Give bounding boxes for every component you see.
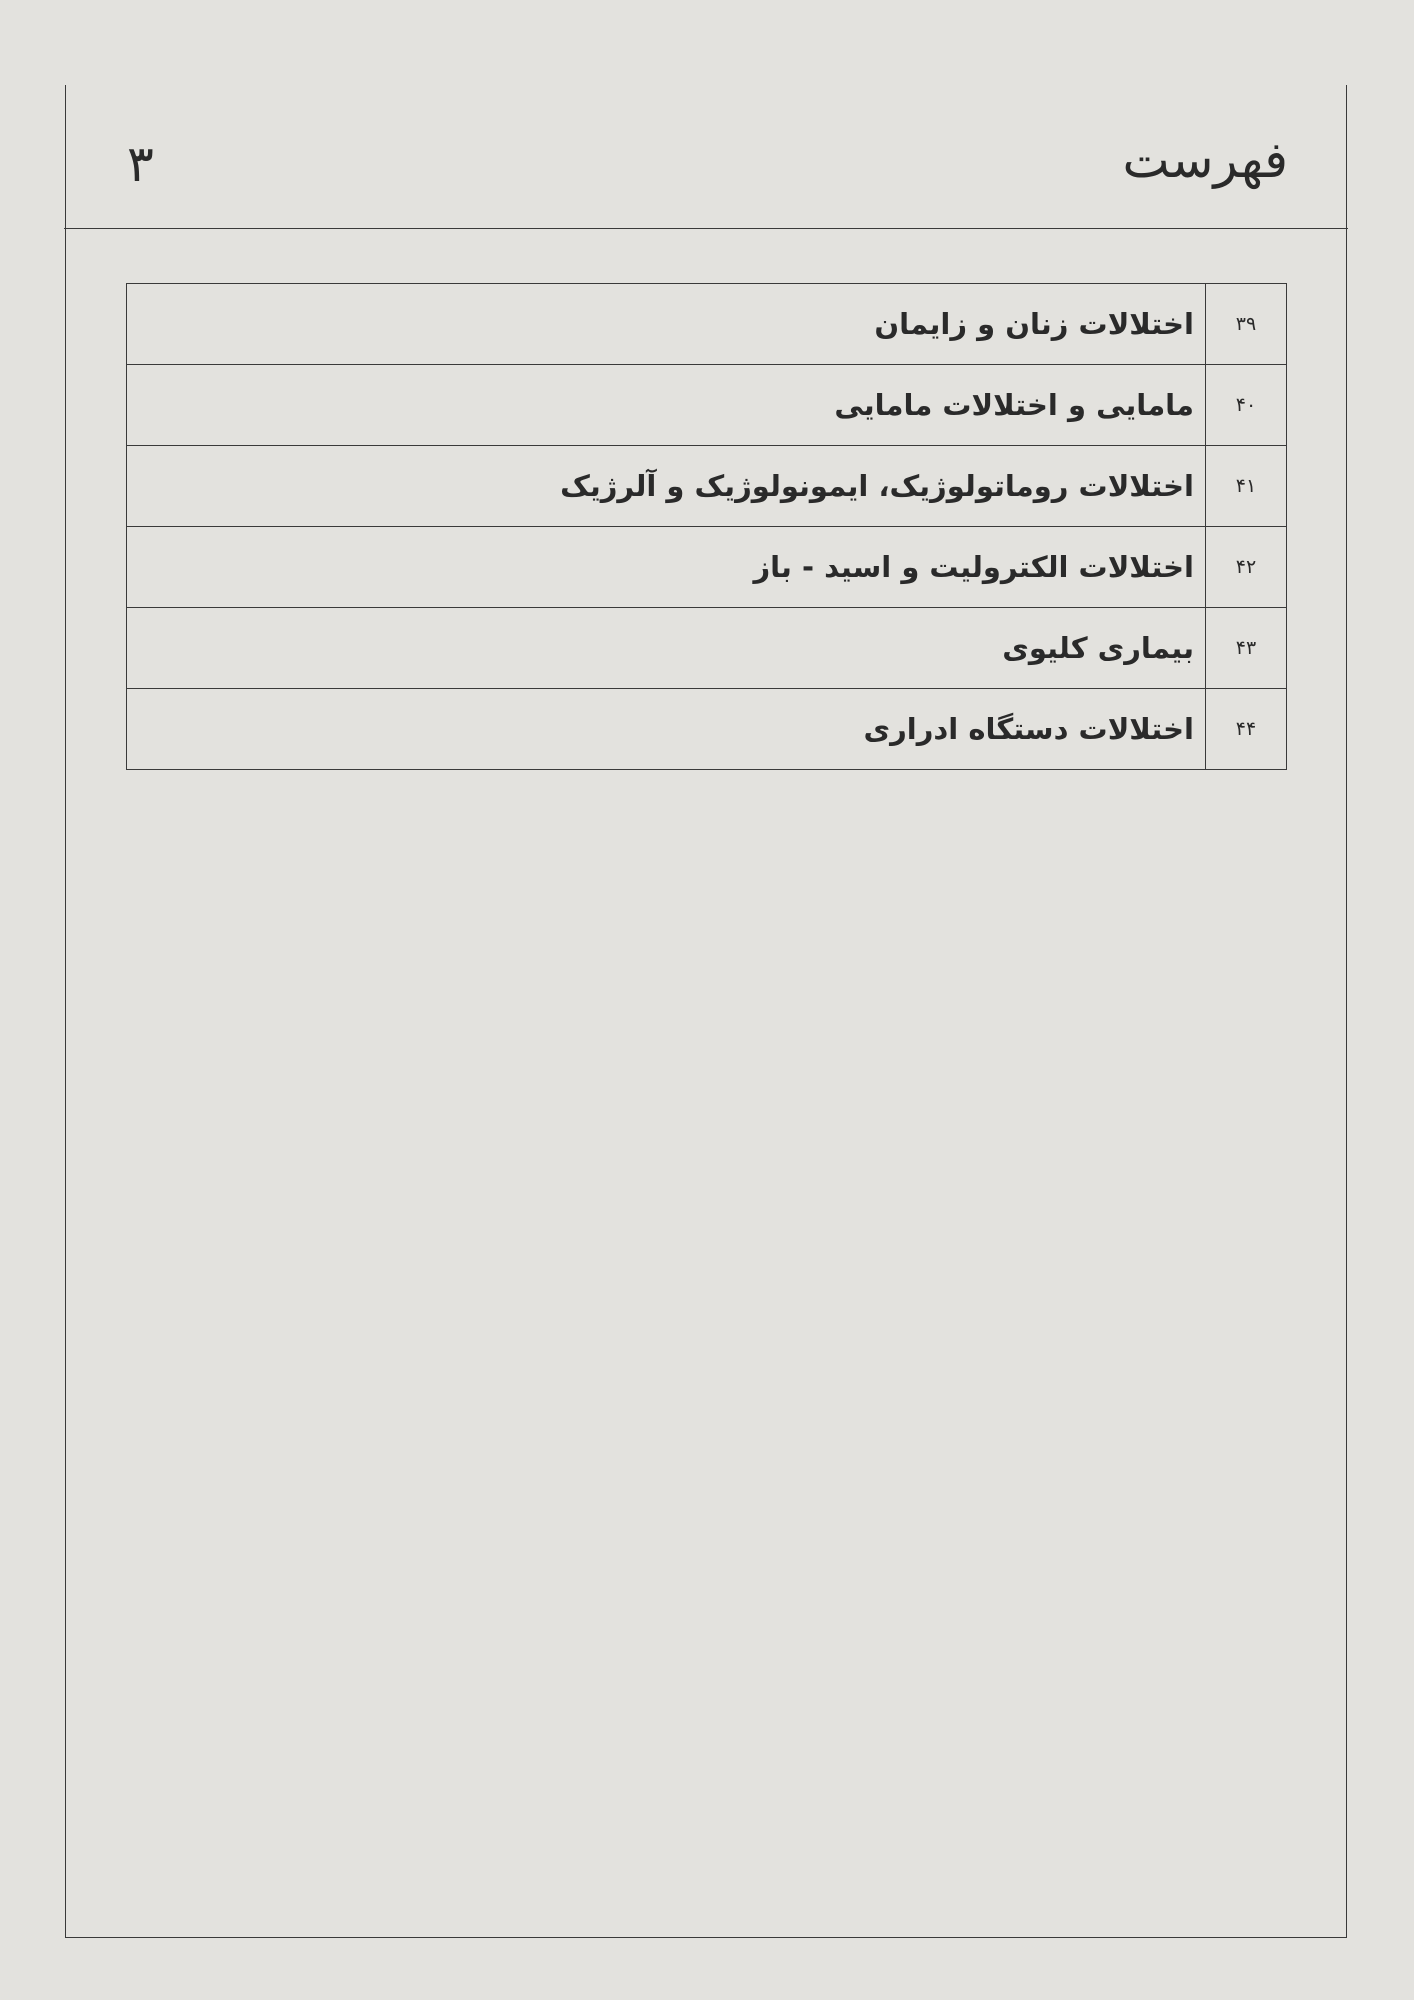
toc-row[interactable] bbox=[127, 365, 1287, 446]
toc-chapter-number: ۳۹ bbox=[1206, 284, 1287, 365]
toc-row[interactable] bbox=[127, 689, 1287, 770]
toc-chapter-number: ۴۳ bbox=[1206, 608, 1287, 689]
toc-chapter-title[interactable]: اختلالات روماتولوژیک، ایمونولوژیک و آلرژیک bbox=[127, 446, 1206, 527]
toc-table bbox=[126, 283, 1287, 770]
toc-row[interactable] bbox=[127, 608, 1287, 689]
toc-row[interactable] bbox=[127, 284, 1287, 365]
toc-row[interactable] bbox=[127, 527, 1287, 608]
header-divider bbox=[64, 228, 1348, 229]
page-number: ۳ bbox=[127, 135, 154, 193]
page-title: فهرست bbox=[1122, 131, 1288, 189]
toc-chapter-title[interactable]: اختلالات الکترولیت و اسید - باز bbox=[127, 527, 1206, 608]
toc-chapter-number: ۴۲ bbox=[1206, 527, 1287, 608]
toc-chapter-title[interactable]: اختلالات دستگاه ادراری bbox=[127, 689, 1206, 770]
toc-chapter-title[interactable]: اختلالات زنان و زایمان bbox=[127, 284, 1206, 365]
toc-chapter-number: ۴۰ bbox=[1206, 365, 1287, 446]
toc-chapter-title[interactable]: بیماری کلیوی bbox=[127, 608, 1206, 689]
toc-chapter-title[interactable]: مامایی و اختلالات مامایی bbox=[127, 365, 1206, 446]
toc-chapter-number: ۴۱ bbox=[1206, 446, 1287, 527]
toc-row[interactable] bbox=[127, 446, 1287, 527]
toc-chapter-number: ۴۴ bbox=[1206, 689, 1287, 770]
